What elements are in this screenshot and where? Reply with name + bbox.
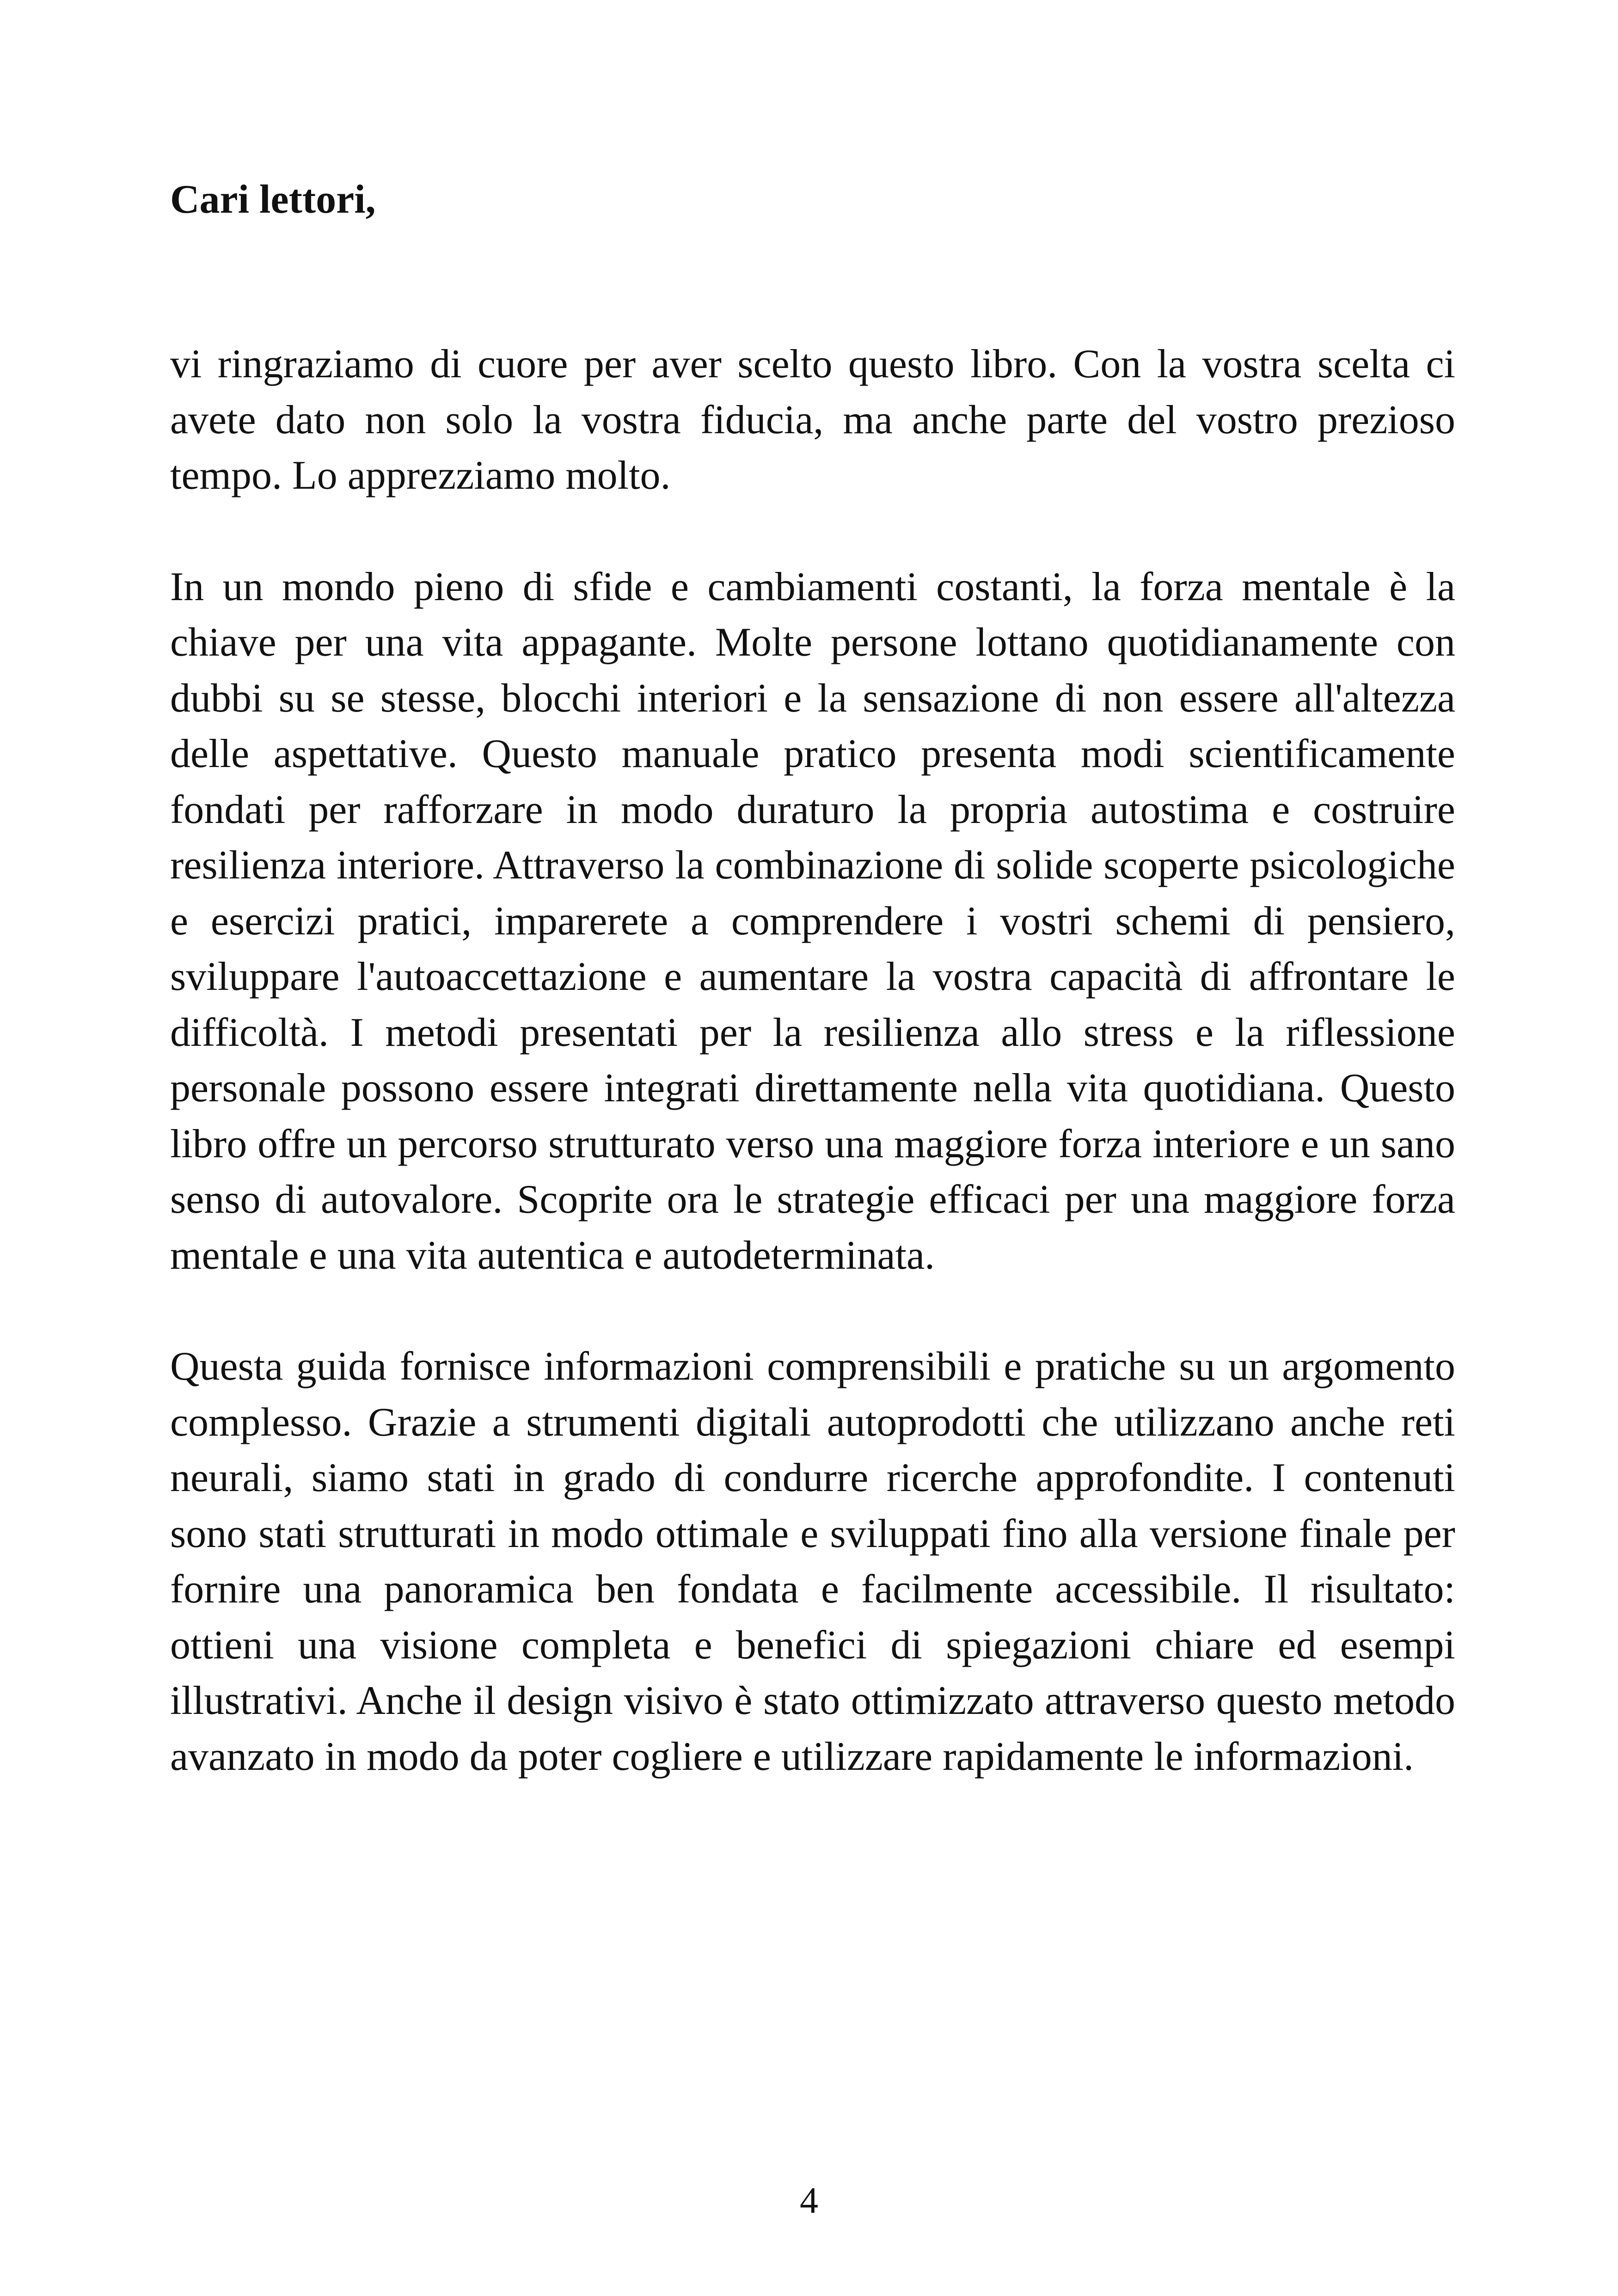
intro-paragraph: vi ringraziamo di cuore per aver scelto questo libro. Con la vostra scelta ci avete dato non solo la vostra fiducia, ma anche parte del vostro prezioso tempo. Lo apprezziamo molto. [170,342,1455,498]
description-paragraph: In un mondo pieno di sfide e cambiamenti costanti, la forza mentale è la chiave per una vita appagante. Molte persone lottano quotidianamente con dubbi su se stesse, blocchi interiori e la sensazione di non essere all'altezza delle aspettative. Questo manuale pratico presenta modi scientificamente fondati per rafforzare in modo duraturo la propria autostima e costruire resilienza interiore. Attraverso la combinazione di solide scoperte psicologiche e esercizi pratici, imparerete a comprendere i vostri schemi di pensiero, sviluppare l'autoaccettazione e aumentare la vostra capacità di affrontare le difficoltà. I metodi presentati per la resilienza allo stress e la riflessione personale possono essere integrati direttamente nella vita quotidiana. Questo libro offre un percorso strutturato verso una maggiore forza interiore e un sano senso di autovalore. Scoprite ora le strategie efficaci per una maggiore forza mentale e una vita autentica e autodeterminata. [170,564,1455,1278]
body-text [170,337,1455,1840]
salutation-heading: Cari lettori, [170,177,376,222]
method-paragraph: Questa guida fornisce informazioni comprensibili e pratiche su un argomento complesso. Grazie a strumenti digitali autoprodotti che utilizzano anche reti neurali, siamo stati in grado di condurre ricerche approfondite. I contenuti sono stati strutturati in modo ottimale e sviluppati fino alla versione finale per fornire una panoramica ben fondata e facilmente accessibile. Il risultato: ottieni una visione completa e benefici di spiegazioni chiare ed esempi illustrativi. Anche il design visivo è stato ottimizzato attraverso questo metodo avanzato in modo da poter cogliere e utilizzare rapidamente le informazioni. [170,1344,1455,1779]
page-number: 4 [800,2180,818,2221]
